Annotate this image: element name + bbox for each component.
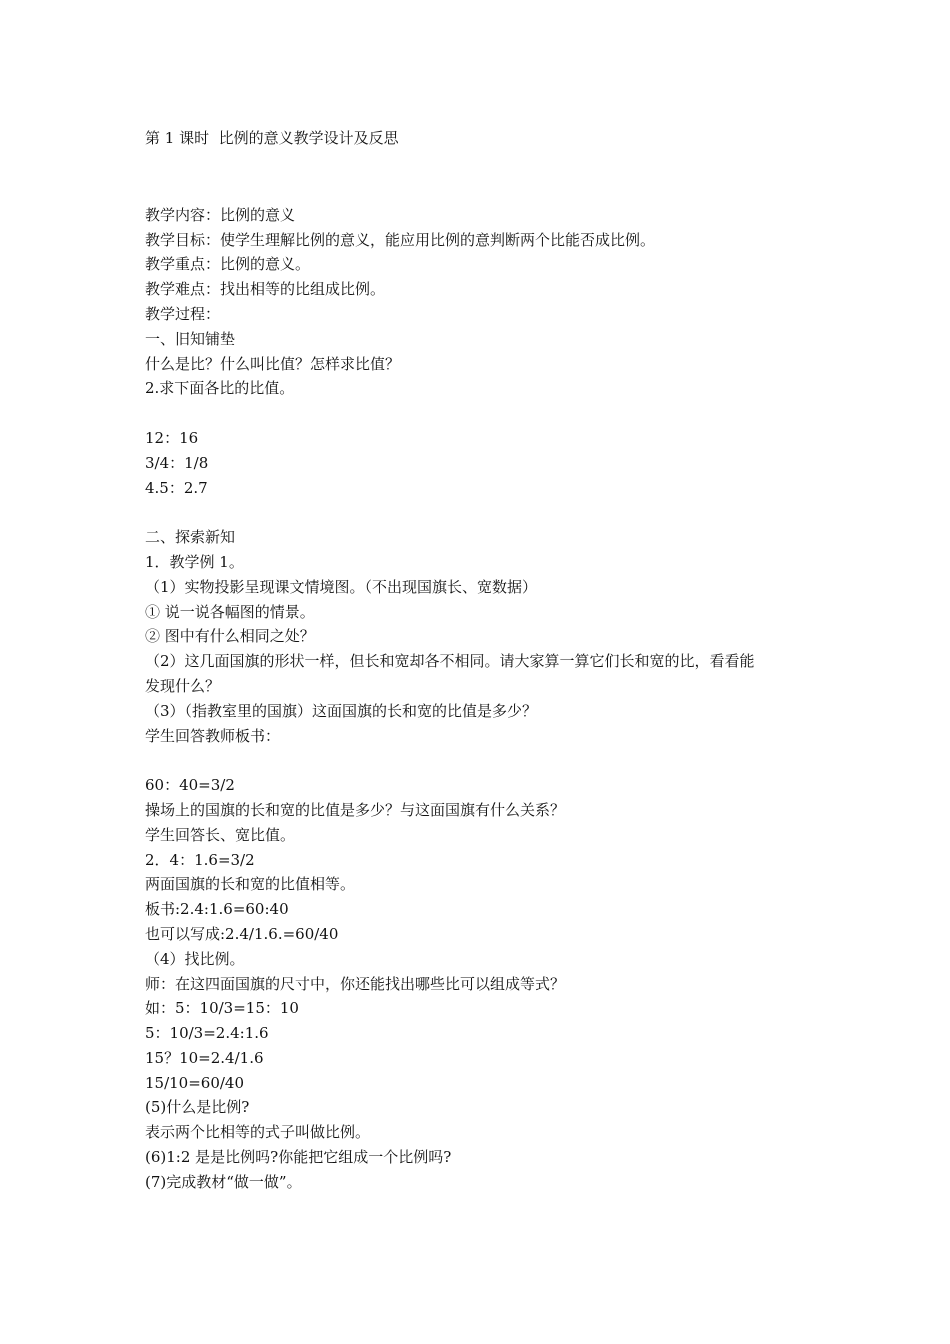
- text-line: 教学重点：比例的意义。: [145, 255, 311, 274]
- text-line: 2.求下面各比的比值。: [145, 379, 295, 398]
- text-line: 2．4：1.6=3/2: [145, 850, 255, 869]
- text-line: 发现什么？: [145, 676, 221, 695]
- text-line: 一、旧知铺垫: [145, 329, 236, 348]
- text-line: 60：40=3/2: [145, 776, 235, 795]
- text-line: 什么是比？什么叫比值？怎样求比值？: [145, 354, 401, 373]
- text-line: 4.5：2.7: [145, 478, 208, 497]
- text-line: 如：5：10/3=15：10: [145, 999, 299, 1018]
- document-title: 第 1 课时 比例的意义教学设计及反思: [145, 129, 399, 147]
- text-line: (5)什么是比例?: [145, 1098, 250, 1117]
- text-line: （4）找比例。: [145, 949, 245, 968]
- text-line: 1．教学例 1。: [145, 552, 244, 571]
- text-line: 15/10=60/40: [145, 1073, 245, 1092]
- text-line: 教学难点：找出相等的比组成比例。: [145, 280, 386, 299]
- document-body: [145, 126, 825, 1195]
- document-lines: [145, 203, 825, 1195]
- text-line: ② 图中有什么相同之处？: [145, 627, 315, 646]
- text-line: 教学过程：: [145, 304, 221, 323]
- text-line: （2）这几面国旗的形状一样，但长和宽却各不相同。请大家算一算它们长和宽的比，看看能: [145, 652, 755, 671]
- text-line: 表示两个比相等的式子叫做比例。: [145, 1123, 371, 1142]
- text-line: 学生回答长、宽比值。: [145, 825, 296, 844]
- text-line: 操场上的国旗的长和宽的比值是多少？与这面国旗有什么关系？: [145, 800, 566, 819]
- title-spacing: [145, 151, 825, 203]
- text-line: 板书:2.4:1.6=60:40: [145, 900, 289, 919]
- text-line: 教学内容：比例的意义: [145, 205, 296, 224]
- text-line: 15？10=2.4/1.6: [145, 1048, 264, 1067]
- blank-line: [145, 500, 825, 525]
- text-line: 二、探索新知: [145, 528, 236, 547]
- blank-line: [145, 748, 825, 773]
- text-line: 学生回答教师板书：: [145, 726, 281, 745]
- text-line: 也可以写成:2.4/1.6.=60/40: [145, 924, 339, 943]
- text-line: ① 说一说各幅图的情景。: [145, 602, 315, 621]
- text-line: 师：在这四面国旗的尺寸中，你还能找出哪些比可以组成等式？: [145, 974, 566, 993]
- text-line: 教学目标：使学生理解比例的意义，能应用比例的意判断两个比能否成比例。: [145, 230, 656, 249]
- text-line: (6)1:2 是是比例吗?你能把它组成一个比例吗?: [145, 1148, 452, 1167]
- text-line: 12：16: [145, 428, 199, 447]
- text-line: （1）实物投影呈现课文情境图。（不出现国旗长、宽数据）: [145, 577, 538, 596]
- text-line: （3）（指教室里的国旗）这面国旗的长和宽的比值是多少？: [145, 701, 538, 720]
- text-line: 5：10/3=2.4:1.6: [145, 1024, 269, 1043]
- text-line: 两面国旗的长和宽的比值相等。: [145, 875, 356, 894]
- text-line: 3/4：1/8: [145, 453, 209, 472]
- text-line: (7)完成教材“做一做”。: [145, 1172, 302, 1191]
- blank-line: [145, 401, 825, 426]
